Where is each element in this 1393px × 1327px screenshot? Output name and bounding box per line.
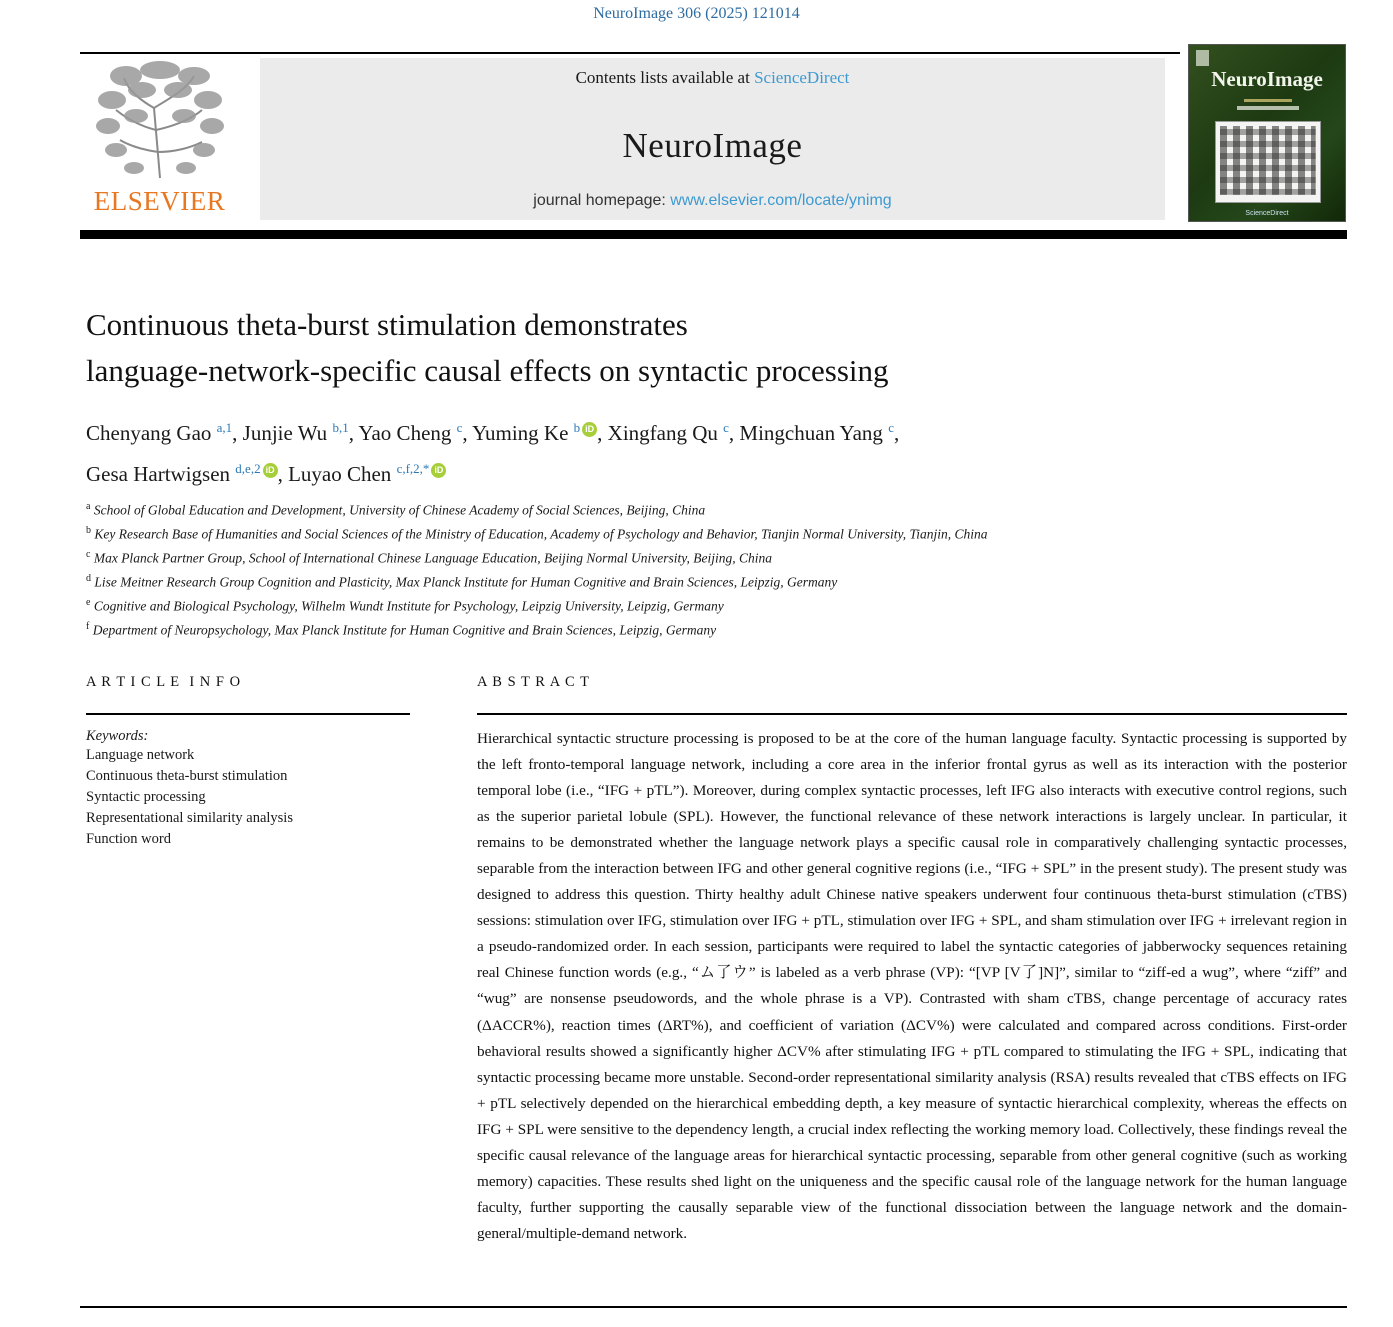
journal-citation: NeuroImage 306 (2025) 121014 bbox=[593, 5, 800, 22]
author-affiliation-sup: d,e,2 bbox=[235, 461, 261, 476]
article-info-heading: A R T I C L E I N F O bbox=[86, 674, 242, 690]
journal-cover-thumbnail[interactable] bbox=[1188, 44, 1346, 222]
abstract-section bbox=[477, 674, 1347, 1247]
affiliation-list bbox=[86, 497, 1346, 641]
author-list: Chenyang Gao $^{a,1}$, Junjie Wu $^{b,1}$, Yao Cheng $^c$, Yuming Ke $^b$ iD , Xingfang Qu $^c$, Mingchuan Yang $^c$, Gesa Hartwigsen $^{d,e,2}$ iD , Luyao Chen $^{c,f,2,*}$ iD bbox=[86, 420, 900, 486]
affiliation-line: $^e$ Cognitive and Biological Psychology, Wilhelm Wundt Institute for Psychology, Leipzig University, Leipzig, Germany bbox=[86, 597, 724, 614]
cover-title: NeuroImage bbox=[1211, 67, 1323, 91]
elsevier-tree-icon bbox=[82, 60, 237, 182]
homepage-link[interactable]: www.elsevier.com/locate/ynimg bbox=[670, 192, 892, 209]
article-title-line1: Continuous theta-burst stimulation demonstrates bbox=[86, 307, 688, 342]
affiliation-sup: f bbox=[86, 621, 90, 632]
keyword-item: Function word bbox=[86, 830, 171, 847]
author-name: Yao Cheng bbox=[358, 421, 457, 445]
article-info-rule bbox=[86, 713, 410, 715]
author-affiliation-sup: b bbox=[573, 420, 581, 435]
author-affiliation-sup: b,1 bbox=[332, 420, 349, 435]
author-affiliation-sup: c bbox=[456, 420, 463, 435]
cover-footer: ScienceDirect bbox=[1245, 210, 1289, 217]
affiliation-sup: a bbox=[86, 501, 91, 512]
contents-prefix: Contents lists available at bbox=[575, 68, 755, 87]
cover-elsevier-mini-logo bbox=[1196, 50, 1209, 66]
author-name: Chenyang Gao bbox=[86, 421, 217, 445]
cover-editor-name-line bbox=[1237, 106, 1299, 110]
sciencedirect-link[interactable]: ScienceDirect bbox=[754, 68, 850, 87]
orcid-icon[interactable]: iD bbox=[582, 422, 597, 437]
contents-line bbox=[260, 68, 1165, 88]
cover-editor-line bbox=[1244, 99, 1292, 102]
cover-figure-panel bbox=[1215, 121, 1321, 203]
affiliation-sup: c bbox=[86, 549, 91, 560]
affiliation-line: $^c$ Max Planck Partner Group, School of International Chinese Language Education, Beijing Normal University, Beijing, China bbox=[86, 549, 772, 566]
author-name: Yuming Ke bbox=[472, 421, 574, 445]
elsevier-logo bbox=[82, 60, 237, 220]
journal-name: NeuroImage bbox=[622, 126, 803, 165]
keyword-item: Continuous theta-burst stimulation bbox=[86, 767, 288, 784]
orcid-icon[interactable]: iD bbox=[431, 463, 446, 478]
author-name: Gesa Hartwigsen bbox=[86, 462, 236, 486]
orcid-icon[interactable]: iD bbox=[263, 463, 278, 478]
abstract-text: Hierarchical syntactic structure processing is proposed to be at the core of the human language faculty. Syntactic processing is supported by the left fronto-temporal language network, including a core area in the inferior frontal gyrus as well as its interaction with the posterior temporal lobe (i.e., “IFG + pTL”). Moreover, during complex syntactic processes, left IFG also interacts with executive control regions, such as the superior parietal lobule (SPL). However, the functional relevance of these network interactions is largely unclear. In particular, it remains to be demonstrated whether the language network plays a specific causal role in comparatively challenging syntactic processes, separable from the interaction between IFG and other general cognitive regions (i.e., “IFG + SPL” in the present study). The present study was designed to address this question. Thirty healthy adult Chinese native speakers underwent four continuous theta-burst stimulation (cTBS) sessions: stimulation over IFG, stimulation over IFG + pTL, stimulation over IFG + SPL, and sham stimulation over IFG + irrelevant region in a pseudo-randomized order. In each session, participants were required to label the syntactic categories of jabberwocky sequences retaining real Chinese function words (e.g., “ム了ウ” is labeled as a verb phrase (VP): “[VP [V了]N]”, similar to “ziff-ed a wug”, where “ziff” and “wug” are nonsense pseudowords, and the whole phrase is a VP). Contrasted with sham cTBS, change percentage of accuracy rates (ΔACCR%), reaction times (ΔRT%), and coefficient of variation (ΔCV%) were calculated and compared across conditions. First-order behavioral results showed a significantly higher ΔCV% after stimulating IFG + pTL compared to stimulating the IFG + SPL, indicating that syntactic processing became more unstable. Second-order representational similarity analysis (RSA) results revealed that cTBS effects on IFG + pTL selectively depended on the hierarchical embedding depth, a key measure of syntactic hierarchical complexity, whereas the effects on IFG + SPL were sensitive to the dependency length, a crucial index reflecting the working memory load. Collectively, these findings reveal the specific causal relevance of the language areas for hierarchical syntactic processing, separable from other general cognitive (such as working memory) capacities. These results shed light on the uniqueness and the specific causal role of the language network for the human language faculty, further supporting the causally separable view of the functional dissociation between the language network and the domain-general/multiple-demand network. bbox=[477, 729, 1347, 1243]
affiliation-line: $^f$ Department of Neuropsychology, Max Planck Institute for Human Cognitive and Brain Sciences, Leipzig, Germany bbox=[86, 621, 717, 638]
author-name: Luyao Chen bbox=[288, 462, 397, 486]
author-affiliation-sup: c bbox=[723, 420, 729, 435]
author-affiliation-sup: c,f,2,* bbox=[396, 461, 430, 476]
keyword-item: Language network bbox=[86, 746, 195, 763]
author-name: Xingfang Qu bbox=[607, 421, 724, 445]
affiliation-sup: b bbox=[86, 525, 91, 536]
affiliation-sup: d bbox=[86, 573, 91, 584]
abstract-rule bbox=[477, 713, 1347, 715]
journal-banner bbox=[260, 58, 1165, 220]
header-top-rule bbox=[80, 52, 1180, 54]
header-divider-bar bbox=[80, 230, 1347, 239]
author-affiliation-sup: a,1 bbox=[216, 420, 233, 435]
affiliation-sup: e bbox=[86, 597, 91, 608]
homepage-line bbox=[260, 192, 1165, 210]
affiliation-line: $^b$ Key Research Base of Humanities and Social Sciences of the Ministry of Education, Academy of Psychology and Behavior, Tianjin Normal University, Tianjin, China bbox=[86, 525, 988, 542]
article-title bbox=[86, 302, 1346, 394]
abstract-heading: A B S T R A C T bbox=[477, 674, 590, 690]
keywords-label: Keywords: bbox=[86, 727, 149, 744]
author-affiliation-sup: c bbox=[888, 420, 894, 435]
page-bottom-rule bbox=[80, 1306, 1347, 1308]
keywords-list bbox=[86, 745, 416, 850]
article-info-section bbox=[86, 674, 416, 850]
keyword-item: Syntactic processing bbox=[86, 788, 206, 805]
affiliation-line: $^d$ Lise Meitner Research Group Cognition and Plasticity, Max Planck Institute for Human Cognitive and Brain Sciences, Leipzig, Germany bbox=[86, 573, 838, 590]
affiliation-line: $^a$ School of Global Education and Development, University of Chinese Academy of Social Sciences, Beijing, China bbox=[86, 501, 706, 518]
author-name: Mingchuan Yang bbox=[739, 421, 889, 445]
elsevier-wordmark: ELSEVIER bbox=[93, 186, 226, 216]
author-name: Junjie Wu bbox=[242, 421, 333, 445]
article-title-line2: language-network-specific causal effects on syntactic processing bbox=[86, 353, 889, 388]
keyword-item: Representational similarity analysis bbox=[86, 809, 293, 826]
homepage-prefix: journal homepage: bbox=[533, 192, 671, 209]
